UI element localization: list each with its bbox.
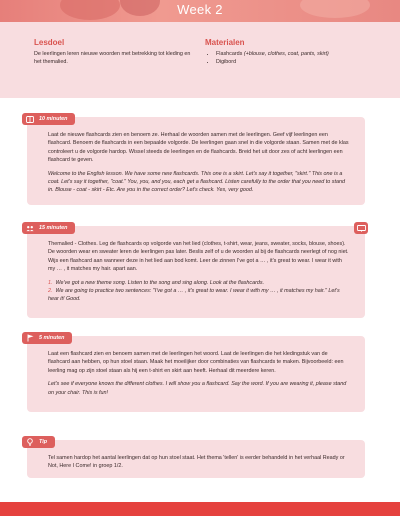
list-item: [216, 50, 375, 58]
tip-card: [27, 440, 365, 478]
materialen-item-extra: (+blouse, clothes, coat, pants, skirt): [242, 51, 329, 57]
materialen-item-label: Digibord: [216, 59, 237, 65]
intro-section: [0, 22, 400, 98]
lightbulb-icon: [26, 438, 34, 446]
activity-card: [27, 336, 365, 412]
header-banner: [0, 0, 400, 22]
card-body: [48, 350, 349, 402]
page-title: Week 2: [177, 2, 223, 17]
list-item: 1. We've got a new theme song. Listen to the song and sing along. Look at the flashcards.: [48, 279, 265, 286]
script-list: [48, 279, 349, 304]
materialen-list: [205, 50, 375, 66]
script-text: Welcome to the English lesson. We have some new flashcards. This one is a skirt. Let's say it together, "skirt." This one is a coat. Let's say it together, "coat." You, you, and you, each get a flashcard. Listen carefully to the order that you need to stand in. Blouse - coat - skirt - Etc. Are you in the correct order? Let's check. Yes, very good.: [48, 170, 345, 194]
activity-card: [27, 117, 365, 205]
lesdoel-text: De leerlingen leren nieuwe woorden met betrekking tot kleding en het themalied.: [34, 51, 191, 65]
duration-label: 10 minuten: [39, 116, 68, 122]
group-icon: [26, 224, 34, 232]
duration-tag: [22, 222, 75, 234]
materialen-item-label: Flashcards: [216, 51, 243, 57]
materialen-block: [205, 38, 375, 66]
script-line: We are going to practice two sentences: "I've got a … , it's great to wear. I wear it with my … , it matches my hair." Let's hear it! Good.: [48, 288, 340, 303]
duration-tag: [22, 113, 75, 125]
tip-text: Tel samen hardop het aantal leerlingen dat op hun stoel staat. Het thema 'tellen' is eerder behandeld in het verhaal Ready or Not, Here I Come! in groep 1/2.: [48, 455, 345, 470]
script-text: Let's see if everyone knows the different clothes. I will show you a flashcard. Say the word. If you are wearing it, please stand on your chair. This is fun!: [48, 381, 347, 396]
activity-card: [27, 226, 365, 318]
instruction-text: Themalied - Clothes. Leg de flashcards op volgorde van het lied (clothes, t-shirt, wear, jeans, sweater, socks, blouse, shoes). De woorden wear en sweater leren de leerlingen pas later. Beslis zelf of u de woorden al bij de flashcards neerlegt of nog niet. Wijs een flashcard aan wanneer deze in het lied aan bod komt. Leer de zinnen I've got a … , it's great to wear. I wear it with my … , it matches my hair. apart aan.: [48, 241, 349, 273]
script-line: We've got a new theme song. Listen to the song and sing along. Look at the flashcards.: [55, 279, 265, 286]
card-body: [48, 131, 349, 200]
flag-icon: [26, 334, 34, 342]
footer-bar: [0, 502, 400, 516]
card-body: [48, 454, 349, 476]
tip-tag: [22, 436, 55, 448]
duration-label: 5 minuten: [39, 335, 65, 341]
list-item: [216, 58, 375, 66]
duration-label: 15 minuten: [39, 225, 68, 231]
lesdoel-heading: Lesdoel: [34, 38, 65, 47]
materialen-heading: Materialen: [205, 38, 245, 47]
list-item: 2. We are going to practice two sentences: "I've got a … , it's great to wear. I wear it with my … , it matches my hair." Let's hear it! Good.: [48, 288, 340, 303]
instruction-text: Laat een flashcard zien en benoem samen met de leerlingen het woord. Laat de leerlingen die het kledingstuk van de flashcard aan hebben, op hun stoel staan. Maak het moeilijker door combinaties van flashcards te maken. Bijvoorbeeld: een leerling mag op zijn stoel staan als hij een t-shirt en skirt aan heeft. Herhaal dit meerdere keren.: [48, 351, 344, 374]
card-body: [48, 240, 349, 304]
tip-label: Tip: [39, 439, 47, 445]
lesdoel-block: [34, 38, 194, 66]
duration-tag: [22, 332, 72, 344]
book-icon: [26, 115, 34, 123]
instruction-text: Laat de nieuwe flashcards zien en benoem ze. Herhaal de woorden samen met de leerlingen. Geef vijf leerlingen een flashcard. Benoem de flashcards in een bepaalde volgorde. De leerlingen gaan snel in die volgorde staan. Samen met de klas controleert u de volgorde hardop. Wissel steeds de leerlingen en de flashcards. Breid het uit door zes of acht leerlingen een flashcard te geven.: [48, 132, 349, 164]
digibord-icon: [354, 222, 368, 234]
